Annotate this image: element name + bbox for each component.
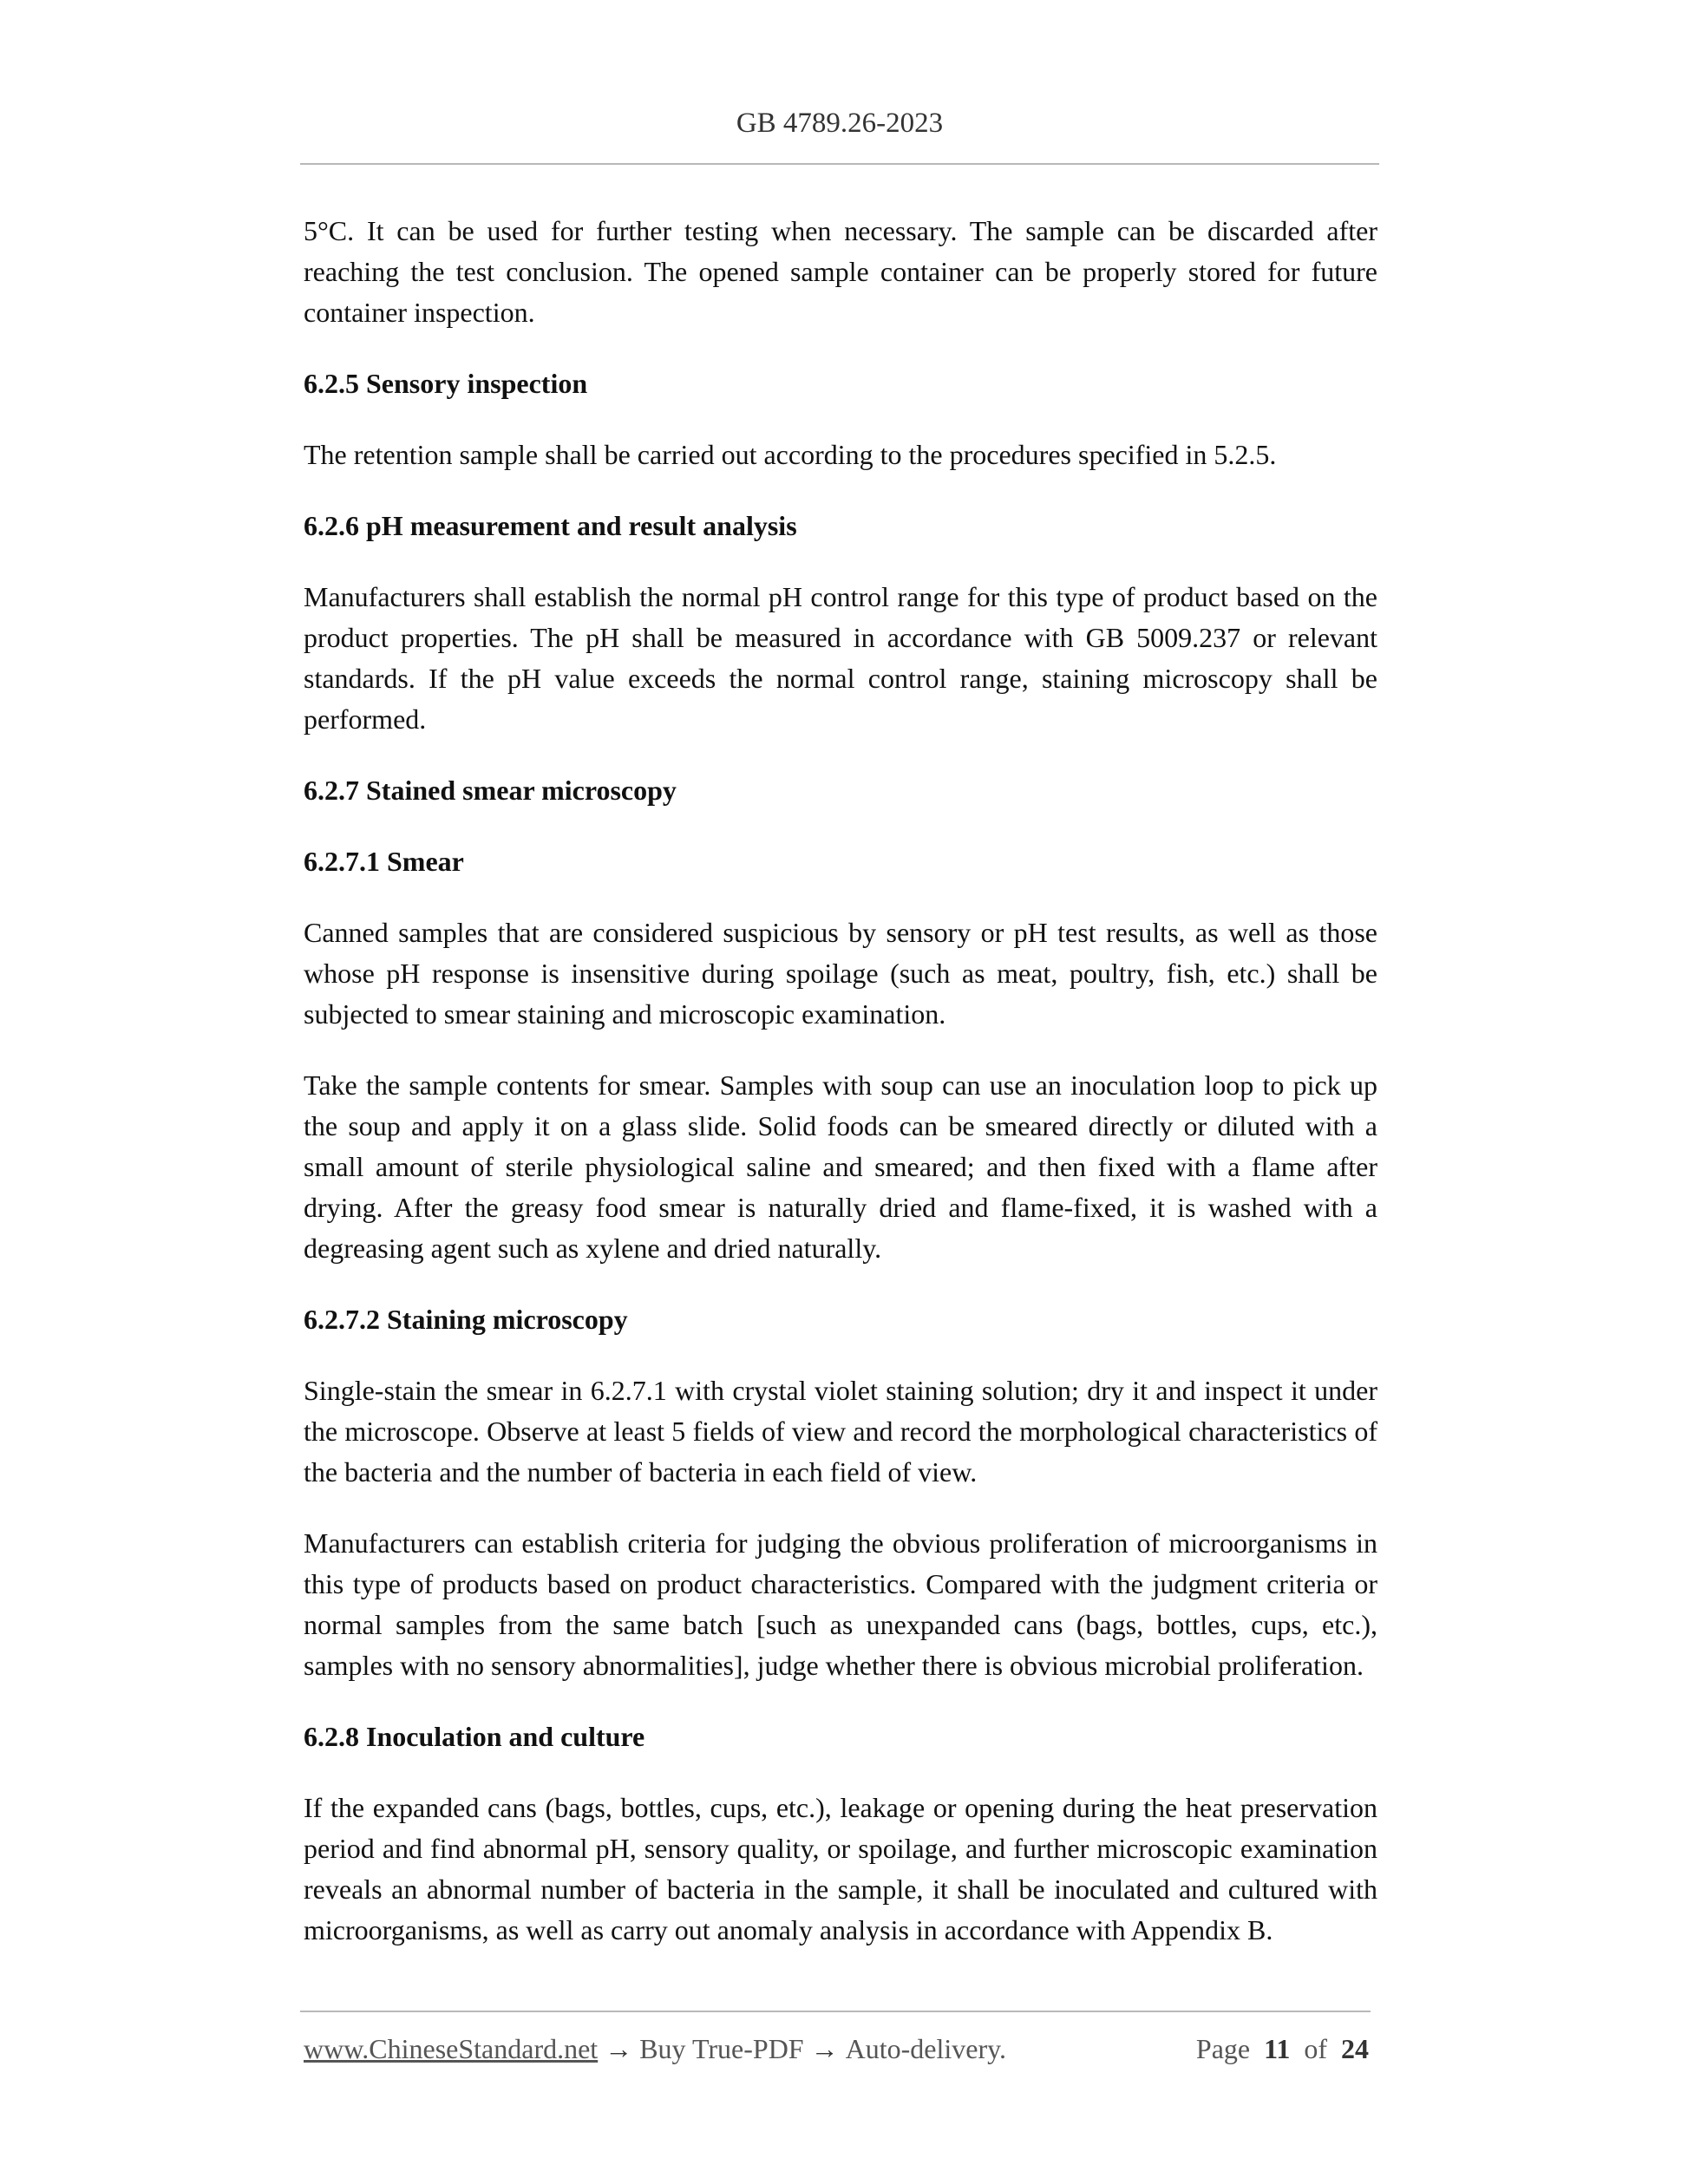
page-label: Page — [1195, 2033, 1251, 2064]
buy-pdf-text: Buy True-PDF — [639, 2033, 804, 2064]
document-body — [304, 211, 1377, 1981]
page-footer — [304, 2028, 1369, 2070]
page-indicator — [1196, 2028, 1369, 2070]
intro-paragraph: 5°C. It can be used for further testing when necessary. The sample can be discarded after reaching the test conclusion. The opened sample container can be properly stored for future container inspection. — [304, 215, 1377, 328]
site-link[interactable]: www.ChineseStandard.net — [304, 2033, 599, 2064]
section-heading-6-2-7-1: 6.2.7.1 Smear — [304, 846, 464, 877]
paragraph-6-2-8: If the expanded cans (bags, bottles, cups, etc.), leakage or opening during the heat preservation period and find abnormal pH, sensory quality, or spoilage, and further microscopic examination reveals an abnormal number of bacteria in the sample, it shall be inoculated and cultured with microorganisms, as well as carry out anomaly analysis in accordance with Appendix B. — [304, 1792, 1377, 1945]
of-label: of — [1304, 2033, 1327, 2064]
paragraph-6-2-7-1-b: Take the sample contents for smear. Samples with soup can use an inoculation loop to pick up the soup and apply it on a glass slide. Solid foods can be smeared directly or diluted with a small amount of sterile physiological saline and smeared; and then fixed with a flame after drying. After the greasy food smear is naturally dried and flame-fixed, it is washed with a degreasing agent such as xylene and dried naturally. — [304, 1069, 1377, 1264]
paragraph-6-2-7-2-a: Single-stain the smear in 6.2.7.1 with crystal violet staining solution; dry it and inspect it under the microscope. Observe at least 5 fields of view and record the morphological characteristics of the bacteria and the number of bacteria in each field of view. — [304, 1375, 1377, 1488]
paragraph-6-2-6: Manufacturers shall establish the normal pH control range for this type of product based on the product properties. The pH shall be measured in accordance with GB 5009.237 or relevant standards. If the pH value exceeds the normal control range, staining microscopy shall be performed. — [304, 581, 1377, 735]
auto-delivery-text: Auto-delivery. — [845, 2033, 1007, 2064]
section-heading-6-2-6: 6.2.6 pH measurement and result analysis — [304, 510, 797, 541]
section-heading-6-2-7: 6.2.7 Stained smear microscopy — [304, 775, 677, 806]
paragraph-6-2-5: The retention sample shall be carried out according to the procedures specified in 5.2.5. — [304, 439, 1277, 470]
page-number: 11 — [1264, 2033, 1291, 2064]
header-divider — [300, 163, 1379, 165]
section-heading-6-2-7-2: 6.2.7.2 Staining microscopy — [304, 1304, 628, 1335]
paragraph-6-2-7-1-a: Canned samples that are considered suspicious by sensory or pH test results, as well as those whose pH response is insensitive during spoilage (such as meat, poultry, fish, etc.) shall be subjected to smear staining and microscopic examination. — [304, 917, 1377, 1030]
standard-code: GB 4789.26-2023 — [736, 108, 944, 139]
section-heading-6-2-5: 6.2.5 Sensory inspection — [304, 368, 588, 399]
footer-divider — [300, 2011, 1371, 2012]
arrow-right-icon: → — [605, 2033, 633, 2064]
footer-promo — [304, 2028, 1006, 2070]
page-header — [300, 108, 1379, 140]
paragraph-6-2-7-2-b: Manufacturers can establish criteria for judging the obvious proliferation of microorganisms in this type of products based on product characteristics. Compared with the judgment criteria or normal samples from the same batch [such as unexpanded cans (bags, bottles, cups, etc.), samples with no sensory abnormalities], judge whether there is obvious microbial proliferation. — [304, 1527, 1377, 1681]
total-pages: 24 — [1341, 2033, 1369, 2064]
arrow-right-icon: → — [810, 2033, 839, 2064]
section-heading-6-2-8: 6.2.8 Inoculation and culture — [304, 1721, 645, 1752]
